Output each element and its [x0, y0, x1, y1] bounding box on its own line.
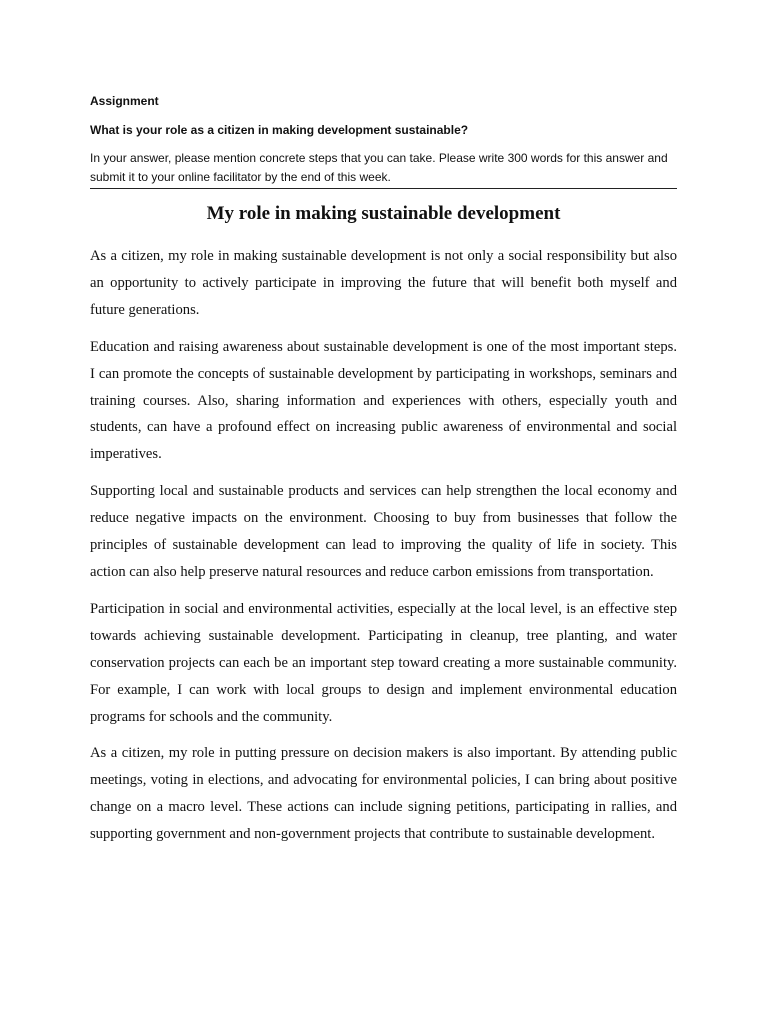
- essay-paragraph: Participation in social and environmental activities, especially at the local level, is an effective step towards achieving sustainable development. Participating in cleanup, tree planting, and water conservation projects can each be an important step toward creating a more sustainable community. For example, I can work with local groups to design and implement environmental education programs for schools and the community.: [90, 600, 677, 725]
- essay-paragraph: Supporting local and sustainable products and services can help strengthen the local economy and reduce negative impacts on the environment. Choosing to buy from businesses that follow the principles of sustainable development can lead to improving the quality of life in society. This action can also help preserve natural resources and reduce carbon emissions from transportation.: [90, 483, 677, 580]
- essay-paragraph: Education and raising awareness about sustainable development is one of the most important steps. I can promote the concepts of sustainable development by participating in workshops, seminars and training courses. Also, sharing information and experiences with others, especially youth and students, can have a profound effect on increasing public awareness of environmental and social imperatives.: [90, 338, 677, 463]
- assignment-label: Assignment: [90, 94, 159, 108]
- essay-title: My role in making sustainable development: [206, 203, 561, 224]
- essay-paragraph: As a citizen, my role in putting pressure on decision makers is also important. By attending public meetings, voting in elections, and advocating for environmental policies, I can bring about positive change on a macro level. These actions can include signing petitions, participating in rallies, and supporting government and non-government projects that contribute to sustainable development.: [90, 745, 677, 843]
- essay-body: [90, 243, 677, 848]
- document-page: [90, 92, 677, 858]
- assignment-question: What is your role as a citizen in making development sustainable?: [90, 123, 469, 137]
- essay-paragraph: As a citizen, my role in making sustainable development is not only a social responsibility but also an opportunity to actively participate in improving the future that will benefit both myself and future generations.: [90, 248, 677, 318]
- assignment-instructions: In your answer, please mention concrete steps that you can take. Please write 300 words for this answer and submit it to your online facilitator by the end of this week.: [90, 149, 677, 189]
